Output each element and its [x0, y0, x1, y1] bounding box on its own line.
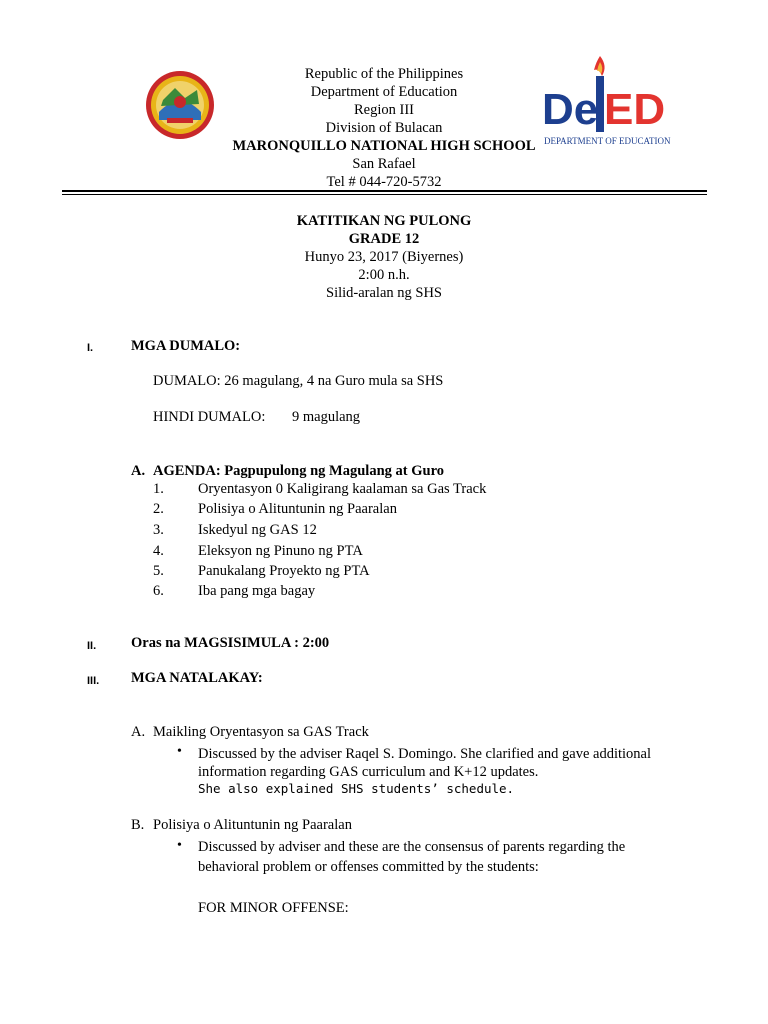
section-numeral: III.: [87, 675, 100, 687]
bullet-icon: •: [177, 744, 182, 759]
minor-offense-heading: FOR MINOR OFFENSE:: [198, 900, 349, 916]
section-numeral: II.: [87, 640, 97, 652]
agenda-item-number: 1.: [153, 481, 164, 497]
meeting-time: 2:00 n.h.: [358, 267, 410, 283]
school-name: MARONQUILLO NATIONAL HIGH SCHOOL: [232, 138, 536, 154]
grade-label: GRADE 12: [348, 231, 420, 247]
attendees-absent-value: 9 magulang: [292, 409, 361, 425]
agenda-letter: A.: [131, 463, 146, 479]
header-town: San Rafael: [352, 156, 416, 172]
attendees-present: DUMALO: 26 magulang, 4 na Guro mula sa SHS: [153, 373, 444, 389]
header-line: Republic of the Philippines: [304, 66, 464, 82]
header-line: Division of Bulacan: [325, 120, 443, 136]
agenda-item-number: 6.: [153, 583, 164, 599]
subsection-heading: Polisiya o Alituntunin ng Paaralan: [153, 817, 352, 833]
agenda-item-text: Iskedyul ng GAS 12: [198, 522, 317, 538]
bullet-text: Discussed by adviser and these are the consensus of parents regarding the: [198, 839, 626, 855]
agenda-item-text: Polisiya o Alituntunin ng Paaralan: [198, 501, 397, 517]
bullet-icon: •: [177, 838, 182, 853]
section-heading: MGA DUMALO:: [131, 338, 241, 354]
section-heading: Oras na MAGSISIMULA : 2:00: [131, 635, 330, 651]
header-line: Department of Education: [310, 84, 458, 100]
header-tel: Tel # 044-720-5732: [326, 174, 442, 190]
subsection-letter: A.: [131, 724, 146, 740]
header-rule-top: [62, 190, 707, 192]
agenda-item-text: Oryentasyon 0 Kaligirang kaalaman sa Gas Track: [198, 481, 487, 497]
bullet-text: Discussed by the adviser Raqel S. Domingo. She clarified and gave additional: [198, 746, 652, 762]
attendees-absent-label: HINDI DUMALO:: [153, 409, 266, 425]
agenda-item-number: 4.: [153, 543, 164, 559]
subsection-heading: Maikling Oryentasyon sa GAS Track: [153, 724, 369, 740]
svg-text:ED: ED: [604, 85, 666, 134]
section-heading: MGA NATALAKAY:: [131, 670, 263, 686]
agenda-item-text: Panukalang Proyekto ng PTA: [198, 563, 370, 579]
meeting-venue: Silid-aralan ng SHS: [326, 285, 442, 301]
agenda-item-number: 2.: [153, 501, 164, 517]
section-numeral: I.: [87, 342, 94, 354]
agenda-item-number: 5.: [153, 563, 164, 579]
meeting-date: Hunyo 23, 2017 (Biyernes): [304, 249, 464, 265]
deped-logo: [542, 52, 671, 152]
svg-text:DEPARTMENT OF EDUCATION: DEPARTMENT OF EDUCATION: [544, 136, 671, 146]
agenda-item-text: Iba pang mga bagay: [198, 583, 316, 599]
bullet-text: behavioral problem or offenses committed by the students:: [198, 859, 539, 875]
agenda-heading: AGENDA: Pagpupulong ng Magulang at Guro: [153, 463, 444, 479]
subsection-letter: B.: [131, 817, 145, 833]
document-title: KATITIKAN NG PULONG: [296, 213, 472, 229]
bullet-text: information regarding GAS curriculum and K+12 updates.: [198, 764, 539, 780]
agenda-item-number: 3.: [153, 522, 164, 538]
bullet-text: She also explained SHS students’ schedule.: [198, 781, 515, 796]
header-line: Region III: [354, 102, 414, 118]
svg-text:De: De: [542, 85, 599, 134]
header-rule-bottom: [62, 194, 707, 195]
agenda-item-text: Eleksyon ng Pinuno ng PTA: [198, 543, 363, 559]
